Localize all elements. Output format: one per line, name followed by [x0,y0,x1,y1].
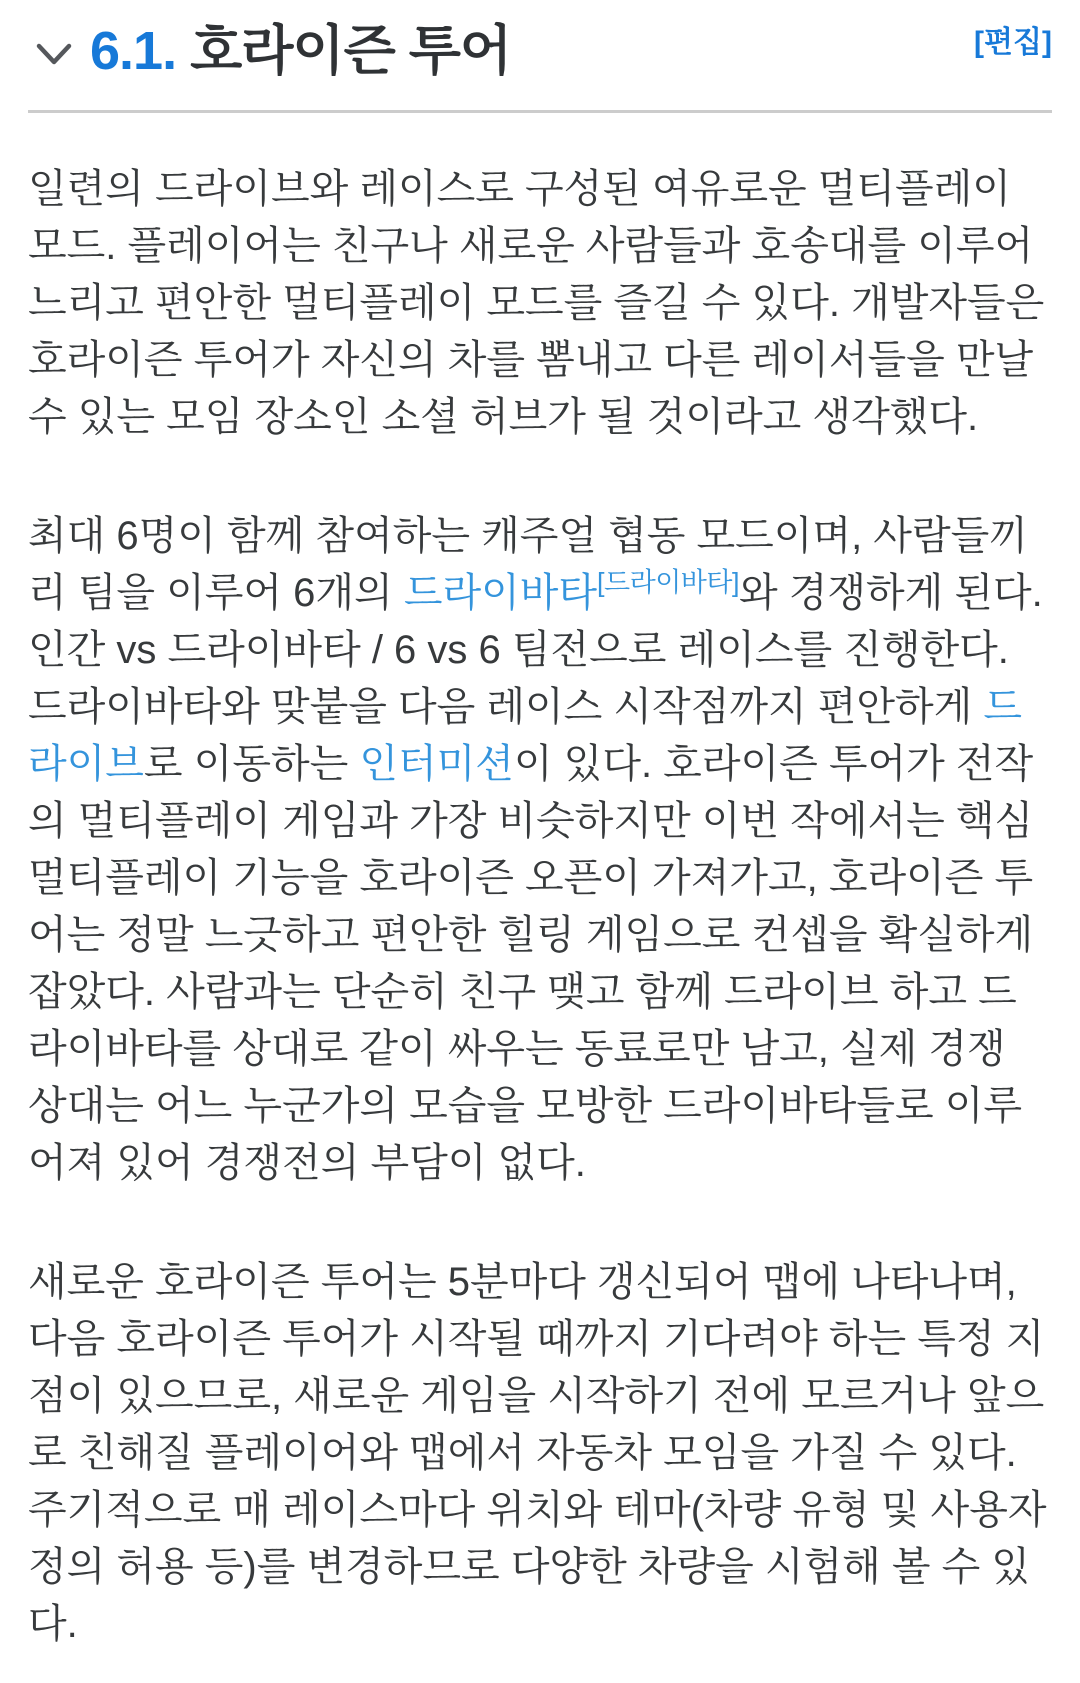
chevron-down-icon[interactable] [34,42,74,68]
body-text: 일련의 드라이브와 레이스로 구성된 여유로운 멀티플레이 모드. 플레이어는 친구나 새로운 사람들과 호송대를 이루어 느리고 편안한 멀티플레이 모드를 즐길 수 있다. 개발자들은 호라이즌 투어가 자신의 차를 뽐내고 다른 레이서들을 만날 수 있는 모임 장소인 소셜 허브가 될 것이라고 생각했다. [28,166,1045,439]
section-number-link[interactable]: 6.1. [90,21,177,81]
paragraph [28,508,1052,1192]
wiki-link[interactable]: 드라이브 [28,684,1023,786]
section-heading-row [28,18,1052,86]
body-text: 이 있다. 호라이즌 투어가 전작의 멀티플레이 게임과 가장 비슷하지만 이번 작에서는 핵심 멀티플레이 기능을 호라이즌 오픈이 가져가고, 호라이즌 투어는 정말 느긋하고 편안한 힐링 게임으로 컨셉을 확실하게 잡았다. 사람과는 단순히 친구 맺고 함께 드라이브 하고 드라이바타를 상대로 같이 싸우는 동료로만 남고, 실제 경쟁 상대는 어느 누군가의 모습을 모방한 드라이바타들로 이루어져 있어 경쟁전의 부담이 없다. [28,741,1034,1185]
section-divider [28,110,1052,113]
section-heading [28,18,511,86]
paragraph [28,1254,1052,1653]
body-text: 새로운 호라이즌 투어는 5분마다 갱신되어 맵에 나타나며, 다음 호라이즌 투어가 시작될 때까지 기다려야 하는 특정 지점이 있으므로, 새로운 게임을 시작하기 전에 모르거나 앞으로 친해질 플레이어와 맵에서 자동차 모임을 가질 수 있다. 주기적으로 매 레이스마다 위치와 테마(차량 유형 및 사용자 정의 허용 등)를 변경하므로 다양한 차량을 시험해 볼 수 있다. [28,1259,1047,1646]
edit-link[interactable]: [편집] [974,26,1052,59]
paragraph [28,161,1052,446]
wiki-link[interactable]: 인터미션 [359,741,514,786]
body-text: 로 이동하는 [143,741,360,786]
footnote-sup [597,567,739,597]
footnote-link[interactable]: [드라이바타] [597,567,739,598]
section-content [28,161,1052,1653]
body-text: 최대 6명이 함께 참여하는 캐주얼 협동 모드이며, 사람들끼리 팀을 이루어 6개의 [28,513,1028,615]
wiki-link[interactable]: 드라이바타 [403,570,598,615]
body-text: 와 경쟁하게 된다. 인간 vs 드라이바타 / 6 vs 6 팀전으로 레이스를 진행한다. 드라이바타와 맞붙을 다음 레이스 시작점까지 편안하게 [28,570,1043,729]
section-title: 호라이즌 투어 [190,21,512,81]
